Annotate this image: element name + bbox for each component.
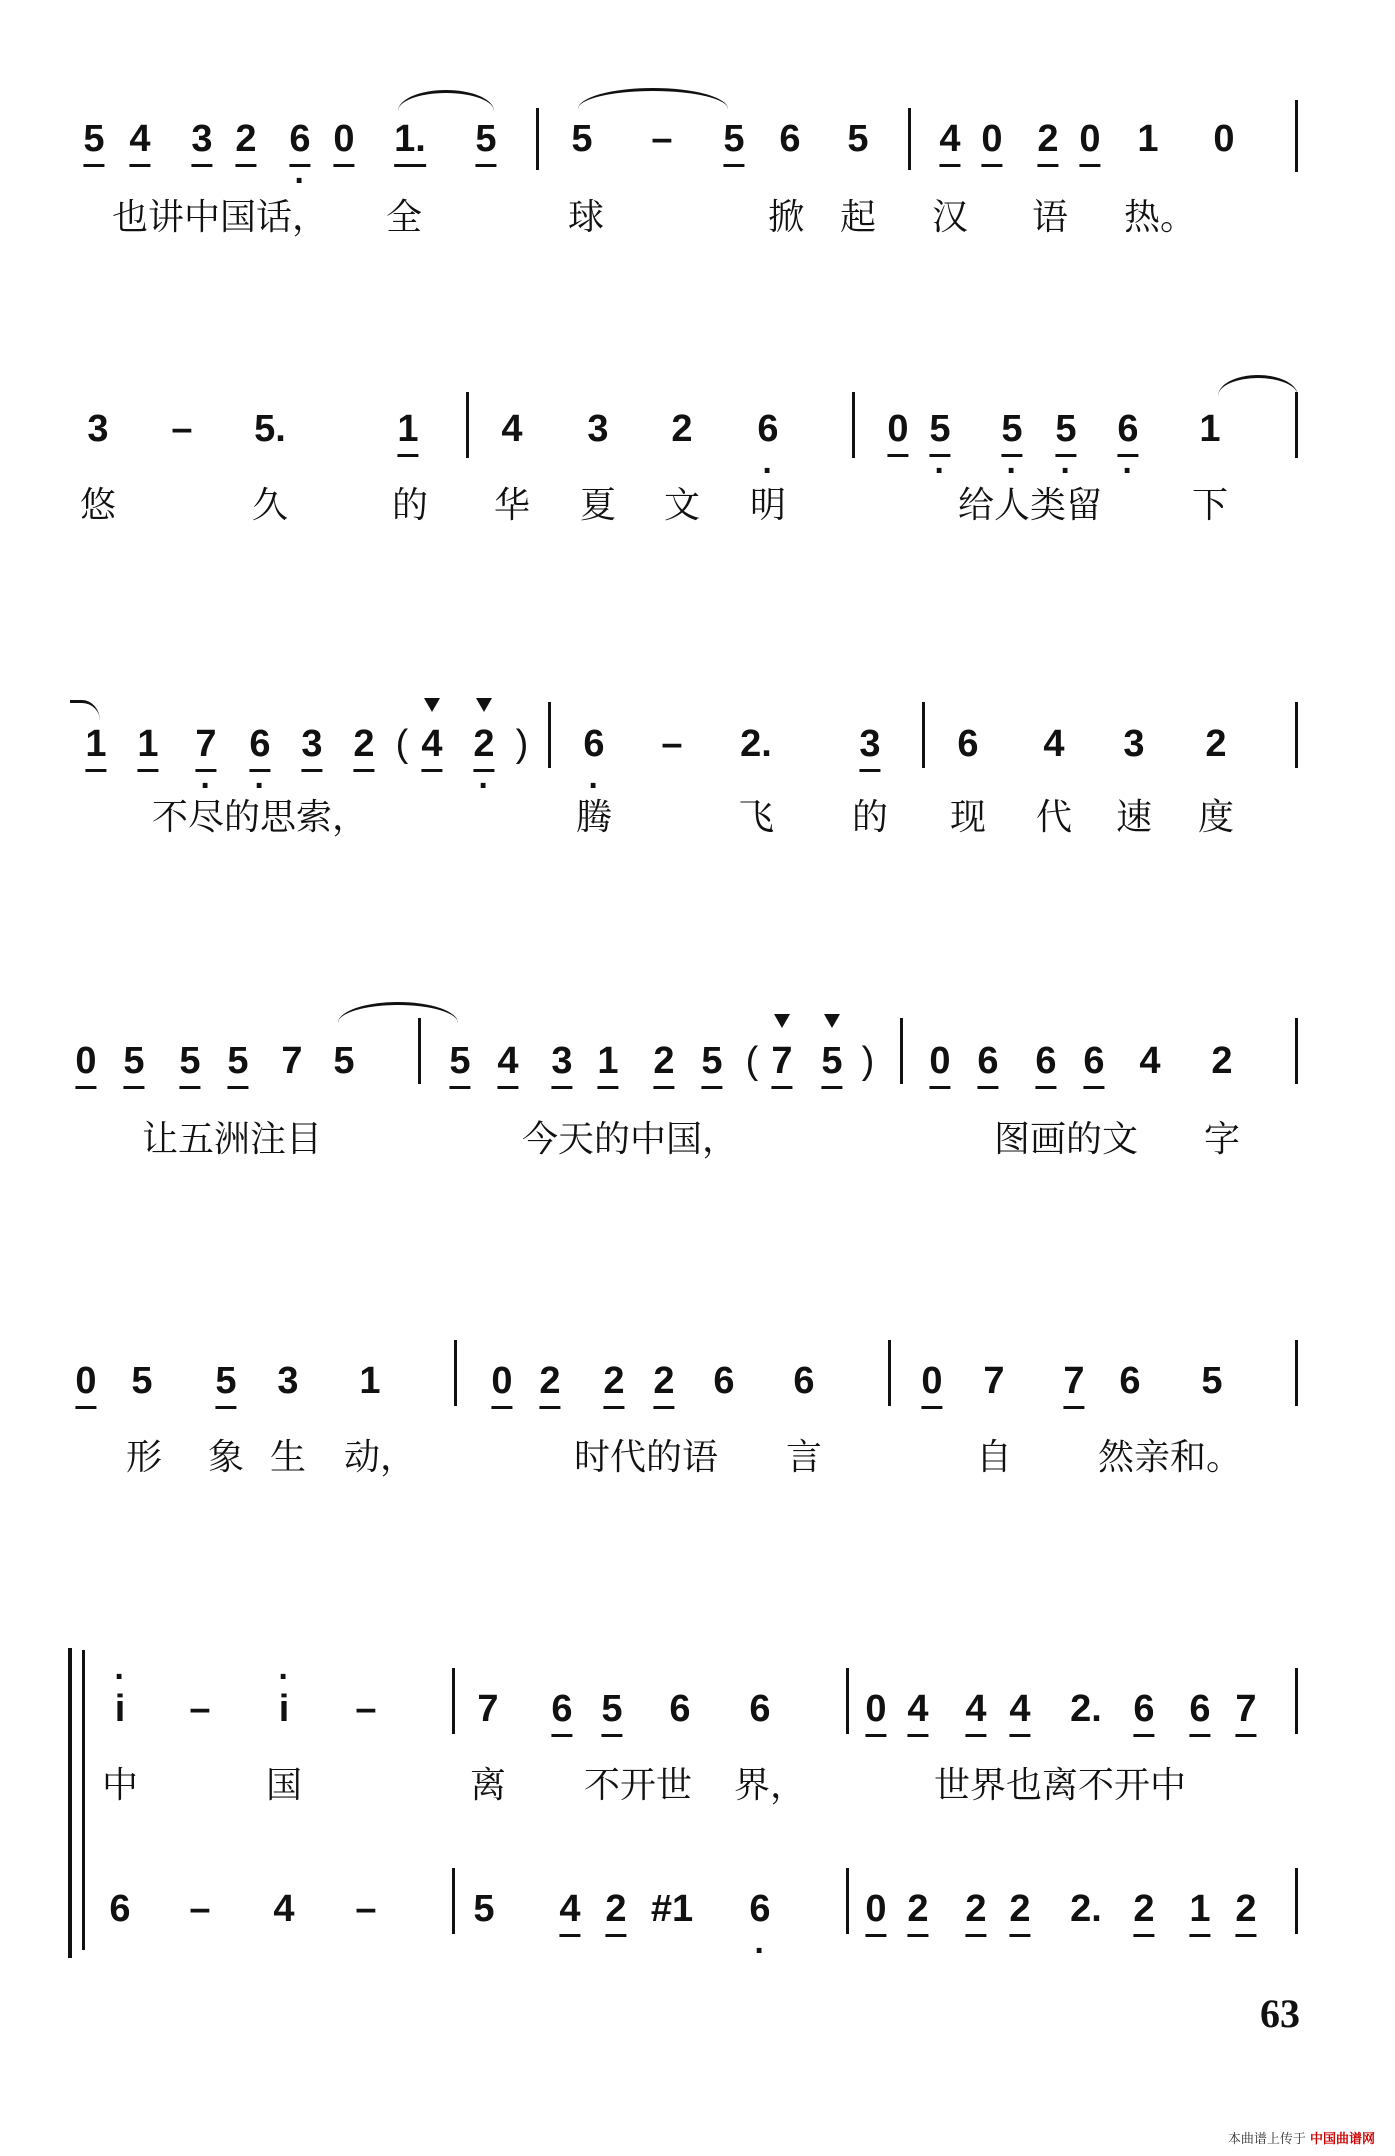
lyric: 也讲中国话， [111, 197, 329, 238]
lyric: 明 [749, 485, 787, 526]
tie [70, 700, 100, 721]
note: 6 [793, 1360, 815, 1402]
barline [1295, 1668, 1298, 1734]
lyric: 世界也离不开中 [933, 1765, 1187, 1806]
note: 4 [559, 1890, 580, 1937]
barline [536, 108, 539, 170]
tie [338, 1002, 458, 1023]
breath-mark [476, 698, 492, 712]
lyric: 时代的语 [573, 1437, 719, 1478]
lyric: 形 [125, 1437, 163, 1478]
note: 6 · [757, 410, 778, 448]
note: 6 [1189, 1690, 1210, 1737]
barline [852, 392, 855, 458]
barline [922, 702, 925, 768]
lyric: 热。 [1123, 197, 1197, 238]
lyric: 字 [1203, 1119, 1241, 1160]
note: 5 · [929, 410, 950, 457]
note: 5 [123, 1042, 144, 1089]
lyric: 文 [663, 485, 701, 526]
note: 0 [921, 1362, 942, 1409]
note: 2 [539, 1362, 560, 1409]
note: 5 [473, 1888, 495, 1930]
lyric: 离 [469, 1765, 507, 1806]
lyric: 界， [733, 1765, 807, 1806]
note: 4 [273, 1888, 295, 1930]
note: 2 · [473, 725, 494, 772]
note: 0 [887, 410, 908, 457]
note: 3 [587, 408, 609, 450]
tie [1218, 375, 1298, 396]
note: 3 [87, 408, 109, 450]
tie [578, 88, 728, 109]
note: 2. [740, 723, 772, 765]
note: 6 [1035, 1042, 1056, 1089]
lyric: 汉 [931, 197, 969, 238]
note: 0 [75, 1362, 96, 1409]
note: 1 [1189, 1890, 1210, 1937]
note: 2 [1235, 1890, 1256, 1937]
note: 2 [671, 408, 693, 450]
tie [398, 90, 494, 111]
note: 5 [571, 118, 593, 160]
note: 3 [277, 1360, 299, 1402]
note: 1 [137, 725, 158, 772]
lyric: 自 [975, 1437, 1013, 1478]
note: 4 [1139, 1040, 1161, 1082]
breath-mark [424, 698, 440, 712]
lyric: 悠 [79, 485, 117, 526]
dash: – [661, 723, 683, 765]
lyric: 现 [949, 797, 987, 838]
lyric: 球 [567, 197, 605, 238]
lyric: 的 [851, 797, 889, 838]
note: 0 [491, 1362, 512, 1409]
note: 3 [859, 725, 880, 772]
lyric: 图画的文 [993, 1119, 1139, 1160]
note: 0 [929, 1042, 950, 1089]
note: 5. [254, 408, 286, 450]
note: 2. [1070, 1888, 1102, 1930]
note: 1 [85, 725, 106, 772]
barline [454, 1340, 457, 1406]
lyric: 夏 [579, 485, 617, 526]
note: 5 [475, 120, 496, 167]
note: 6 · [749, 1890, 770, 1928]
dash: – [651, 118, 673, 160]
barline [452, 1868, 455, 1934]
note: 2 [1009, 1890, 1030, 1937]
footer-brand: 中国曲谱网 [1309, 2132, 1375, 2147]
paren: ) [861, 1040, 875, 1082]
lyric: 国 [265, 1765, 303, 1806]
barline [900, 1018, 903, 1084]
note: 7 [983, 1360, 1005, 1402]
note: 7 [477, 1688, 499, 1730]
note: 5 [601, 1690, 622, 1737]
note: 6 [1083, 1042, 1104, 1089]
barline [1295, 1868, 1298, 1934]
note: 0 [333, 120, 354, 167]
note: 0 [865, 1890, 886, 1937]
note: 5 · [1055, 410, 1076, 457]
note: 4 [965, 1690, 986, 1737]
note: 4 [501, 408, 523, 450]
note: 5 [449, 1042, 470, 1089]
barline [1295, 702, 1298, 768]
barline [1295, 100, 1298, 172]
paren: ) [515, 723, 529, 765]
page-number: 63 [1260, 1991, 1300, 2036]
note: 4 [939, 120, 960, 167]
note: 6 [1119, 1360, 1141, 1402]
barline [452, 1668, 455, 1734]
note: 5 [821, 1042, 842, 1089]
note: 0 [865, 1690, 886, 1737]
note: 6 [779, 118, 801, 160]
note: 5 [227, 1042, 248, 1089]
lyric: 飞 [737, 797, 775, 838]
barline [846, 1868, 849, 1934]
paren: ( [745, 1040, 759, 1082]
lyric: 华 [493, 485, 531, 526]
lyric: 下 [1191, 485, 1229, 526]
note: 2 [605, 1890, 626, 1937]
note: 3 [1123, 723, 1145, 765]
note: 6 · [289, 120, 310, 167]
barline [466, 392, 469, 458]
note: 0 [1213, 118, 1235, 160]
breath-mark [824, 1014, 840, 1028]
note: #1 [650, 1888, 694, 1930]
note: 7 [1235, 1690, 1256, 1737]
barline [1295, 1340, 1298, 1406]
lyric: 腾 [575, 797, 613, 838]
note: 3 [301, 725, 322, 772]
note: 1 [1199, 408, 1221, 450]
lyric: 掀 [767, 197, 805, 238]
dash: – [189, 1888, 211, 1930]
lyric: 起 [839, 197, 877, 238]
note: · i [115, 1690, 126, 1728]
lyric: 度 [1197, 797, 1235, 838]
note: 1 [359, 1360, 381, 1402]
note: 2 [653, 1362, 674, 1409]
note: 6 · [1117, 410, 1138, 457]
dash: – [171, 408, 193, 450]
note: 6 [551, 1690, 572, 1737]
lyric: 速 [1115, 797, 1153, 838]
note: 0 [1079, 120, 1100, 167]
paren: ( [395, 723, 409, 765]
barline [888, 1340, 891, 1406]
lyric: 给人类留 [957, 485, 1103, 526]
note: 1. [394, 120, 426, 167]
lyric: 让五洲注目 [141, 1119, 323, 1160]
barline [846, 1668, 849, 1734]
note: 2 [1211, 1040, 1233, 1082]
dash: – [355, 1888, 377, 1930]
lyric: 象 [207, 1437, 245, 1478]
note: 2 [603, 1362, 624, 1409]
lyric: 全 [385, 197, 423, 238]
barline [908, 108, 911, 170]
note: 1 [597, 1042, 618, 1089]
lyric: 中 [101, 1765, 139, 1806]
note: · i [279, 1690, 290, 1728]
lyric: 不尽的思索， [151, 797, 369, 838]
lyric: 动， [343, 1437, 417, 1478]
note: 5 [723, 120, 744, 167]
barline [548, 702, 551, 768]
lyric: 言 [785, 1437, 823, 1478]
note: 6 [669, 1688, 691, 1730]
note: 7 · [195, 725, 216, 772]
footer-credit [1228, 2128, 1375, 2147]
lyric: 语 [1031, 197, 1069, 238]
note: 4 [497, 1042, 518, 1089]
barline [82, 1650, 85, 1950]
note: 6 [957, 723, 979, 765]
system-bracket [68, 1648, 72, 1958]
note: 5 [1201, 1360, 1223, 1402]
note: 1 [397, 410, 418, 457]
note: 2 [235, 120, 256, 167]
note: 2 [1133, 1890, 1154, 1937]
note: 4 [1043, 723, 1065, 765]
lyric: 生 [269, 1437, 307, 1478]
note: 5 · [1001, 410, 1022, 457]
note: 4 [1009, 1690, 1030, 1737]
note: 2 [1205, 723, 1227, 765]
note: 5 [333, 1040, 355, 1082]
footer-text: 本曲谱上传于 [1227, 2132, 1306, 2147]
lyric: 代 [1035, 797, 1073, 838]
lyric: 的 [391, 485, 429, 526]
note: 6 [713, 1360, 735, 1402]
note: 2 [907, 1890, 928, 1937]
note: 2. [1070, 1688, 1102, 1730]
note: 5 [701, 1042, 722, 1089]
note: 2 [353, 725, 374, 772]
note: 0 [981, 120, 1002, 167]
note: 5 [847, 118, 869, 160]
lyric: 然亲和。 [1097, 1437, 1243, 1478]
note: 0 [75, 1042, 96, 1089]
note: 4 [907, 1690, 928, 1737]
note: 2 [653, 1042, 674, 1089]
note: 6 [1133, 1690, 1154, 1737]
barline [1295, 1018, 1298, 1084]
lyric: 久 [251, 485, 289, 526]
dash: – [355, 1688, 377, 1730]
note: 5 [83, 120, 104, 167]
note: 3 [551, 1042, 572, 1089]
note: 3 [191, 120, 212, 167]
note: 7 [1063, 1362, 1084, 1409]
barline [1295, 392, 1298, 458]
note: 4 [129, 120, 150, 167]
note: 7 [771, 1042, 792, 1089]
note: 1 [1137, 118, 1159, 160]
note: 5 [131, 1360, 153, 1402]
note: 6 · [583, 725, 604, 763]
note: 4 [421, 725, 442, 772]
note: 5 [215, 1362, 236, 1409]
note: 7 [281, 1040, 303, 1082]
note: 6 · [249, 725, 270, 772]
lyric: 不开世 [583, 1765, 693, 1806]
note: 6 [109, 1888, 131, 1930]
barline [418, 1018, 421, 1084]
note: 2 [965, 1890, 986, 1937]
lyric: 今天的中国， [521, 1119, 739, 1160]
note: 6 [749, 1688, 771, 1730]
note: 2 [1037, 120, 1058, 167]
note: 5 [179, 1042, 200, 1089]
dash: – [189, 1688, 211, 1730]
note: 6 [977, 1042, 998, 1089]
breath-mark [774, 1014, 790, 1028]
